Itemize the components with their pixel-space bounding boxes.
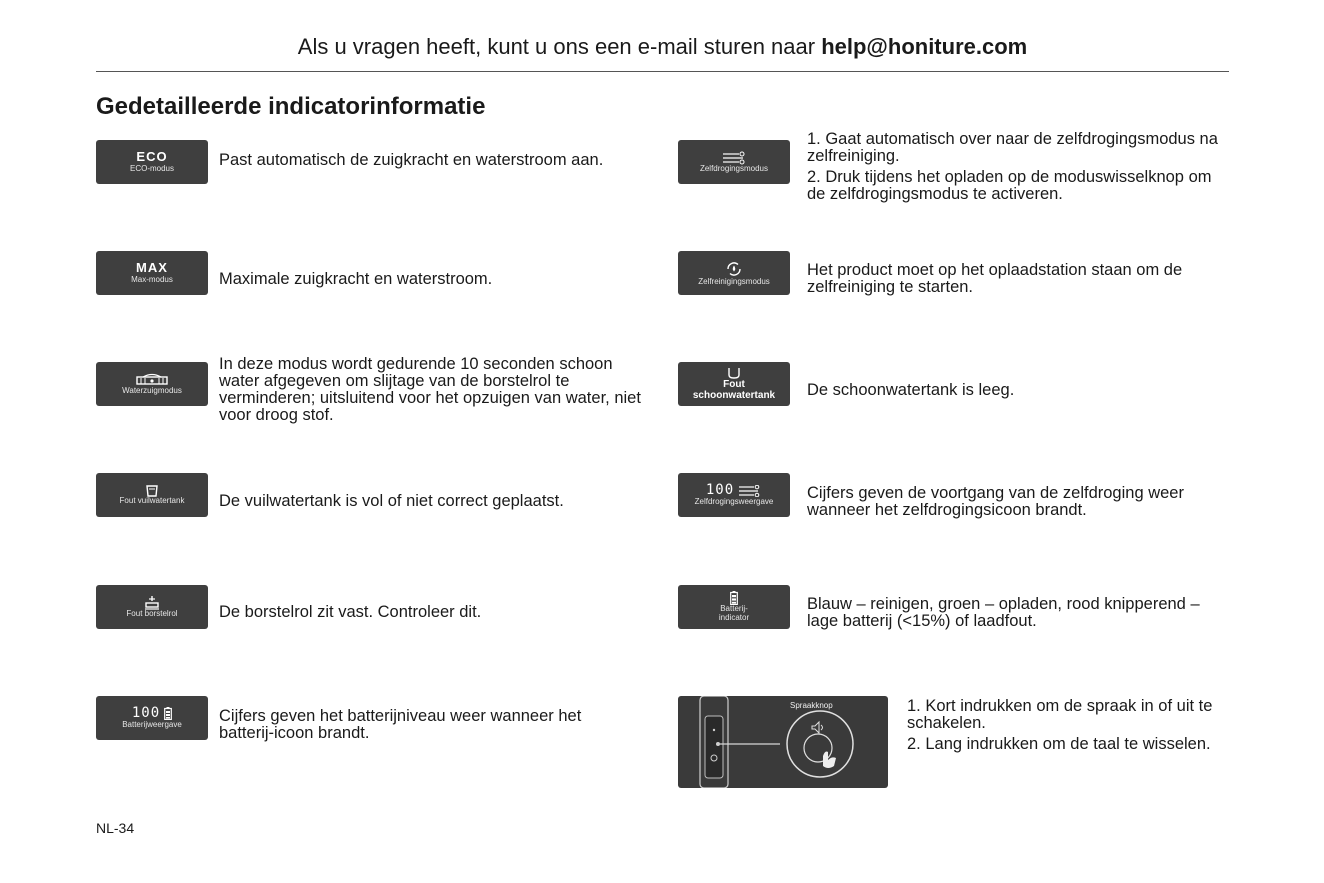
self-cleaning-icon xyxy=(725,260,743,278)
self-drying-airflow-icon xyxy=(721,151,747,165)
water-suction-description: In deze modus wordt gedurende 10 seconden schoon water afgegeven om slijtage van de borstelrol te verminderen; uitsluitend voor het opzuigen van water, niet voor droog stof. xyxy=(219,355,641,424)
max-mode-description: Maximale zuigkracht en waterstroom. xyxy=(219,270,493,288)
badge-caption: Fout schoonwatertank xyxy=(692,379,776,401)
brush-roll-water-icon xyxy=(134,373,170,387)
page-number: NL-34 xyxy=(96,820,135,836)
page-title: Gedetailleerde indicatorinformatie xyxy=(96,93,486,120)
brush-roll-icon xyxy=(144,596,160,610)
badge-caption: Fout vuilwatertank xyxy=(119,495,185,505)
voice-button-label: Spraakknop xyxy=(790,701,833,710)
self-drying-display-badge xyxy=(678,473,790,517)
battery-display-symbol xyxy=(132,706,172,721)
eco-icon: ECO xyxy=(136,149,168,165)
voice-button-description xyxy=(907,698,1237,753)
eco-mode-description: Past automatisch de zuigkracht en waterstroom aan. xyxy=(219,151,604,169)
battery-number: 100 xyxy=(131,704,161,721)
eco-mode-badge xyxy=(96,140,208,184)
brush-roll-description: De borstelrol zit vast. Controleer dit. xyxy=(219,603,482,621)
battery-icon xyxy=(730,591,738,605)
badge-caption: Waterzuigmodus xyxy=(122,385,182,395)
badge-caption: Batterij-indicator xyxy=(718,604,750,622)
self-cleaning-mode-badge xyxy=(678,251,790,295)
voice-button-step-2: 2. Lang indrukken om de taal te wisselen. xyxy=(907,735,1211,753)
dirty-water-tank-description: De vuilwatertank is vol of niet correct geplaatst. xyxy=(219,492,564,510)
brush-roll-error-badge xyxy=(96,585,208,629)
self-drying-step-1: 1. Gaat automatisch over naar de zelfdrogingsmodus na zelfreiniging. xyxy=(807,130,1218,165)
badge-caption: Zelfreinigingsmodus xyxy=(698,276,770,286)
voice-button-step-1: 1. Kort indrukken om de spraak in of uit te schakelen. xyxy=(907,697,1213,732)
max-mode-badge xyxy=(96,251,208,295)
self-drying-step-2: 2. Druk tijdens het opladen op de moduswisselknop om de zelfdrogingsmodus te activeren. xyxy=(807,168,1212,203)
badge-caption: Zelfdrogingsweergave xyxy=(694,497,774,507)
badge-caption: Max-modus xyxy=(131,274,173,284)
badge-caption: Batterijweergave xyxy=(122,720,182,730)
battery-display-description: Cijfers geven het batterijniveau weer wanneer het batterij-icoon brandt. xyxy=(219,707,582,742)
self-drying-mode-badge xyxy=(678,140,790,184)
self-cleaning-description: Het product moet op het oplaadstation staan om de zelfreiniging te starten. xyxy=(807,261,1183,296)
battery-icon xyxy=(164,707,172,720)
self-drying-display-description: Cijfers geven de voortgang van de zelfdroging weer wanneer het zelfdrogingsicoon brandt. xyxy=(807,484,1184,519)
water-suction-badge xyxy=(96,362,208,406)
battery-indicator-description: Blauw – reinigen, groen – opladen, rood knipperend – lage batterij (<15%) of laadfout. xyxy=(807,595,1200,630)
max-icon: MAX xyxy=(136,260,168,276)
battery-display-badge xyxy=(96,696,208,740)
clean-water-tank-description: De schoonwatertank is leeg. xyxy=(807,381,1015,399)
support-email: help@honiture.com xyxy=(821,34,1028,59)
battery-indicator-badge xyxy=(678,585,790,629)
header-text: Als u vragen heeft, kunt u ons een e-mail sturen naar xyxy=(297,34,822,59)
vacuum-handle-illustration xyxy=(678,696,888,788)
header-contact-line xyxy=(96,34,1229,60)
drying-progress-number: 100 xyxy=(705,481,735,498)
badge-caption: Fout borstelrol xyxy=(126,608,178,618)
clean-water-tank-error-badge xyxy=(678,362,790,406)
clean-tank-icon xyxy=(727,367,741,379)
voice-button-illustration xyxy=(678,696,888,788)
self-drying-description xyxy=(807,131,1227,203)
badge-caption: ECO-modus xyxy=(129,163,174,173)
header-divider xyxy=(96,71,1229,72)
self-drying-display-symbol xyxy=(706,483,762,498)
badge-caption: Zelfdrogingsmodus xyxy=(699,163,769,173)
self-drying-airflow-icon xyxy=(738,485,762,497)
dirty-tank-icon xyxy=(145,485,159,497)
dirty-water-tank-error-badge xyxy=(96,473,208,517)
